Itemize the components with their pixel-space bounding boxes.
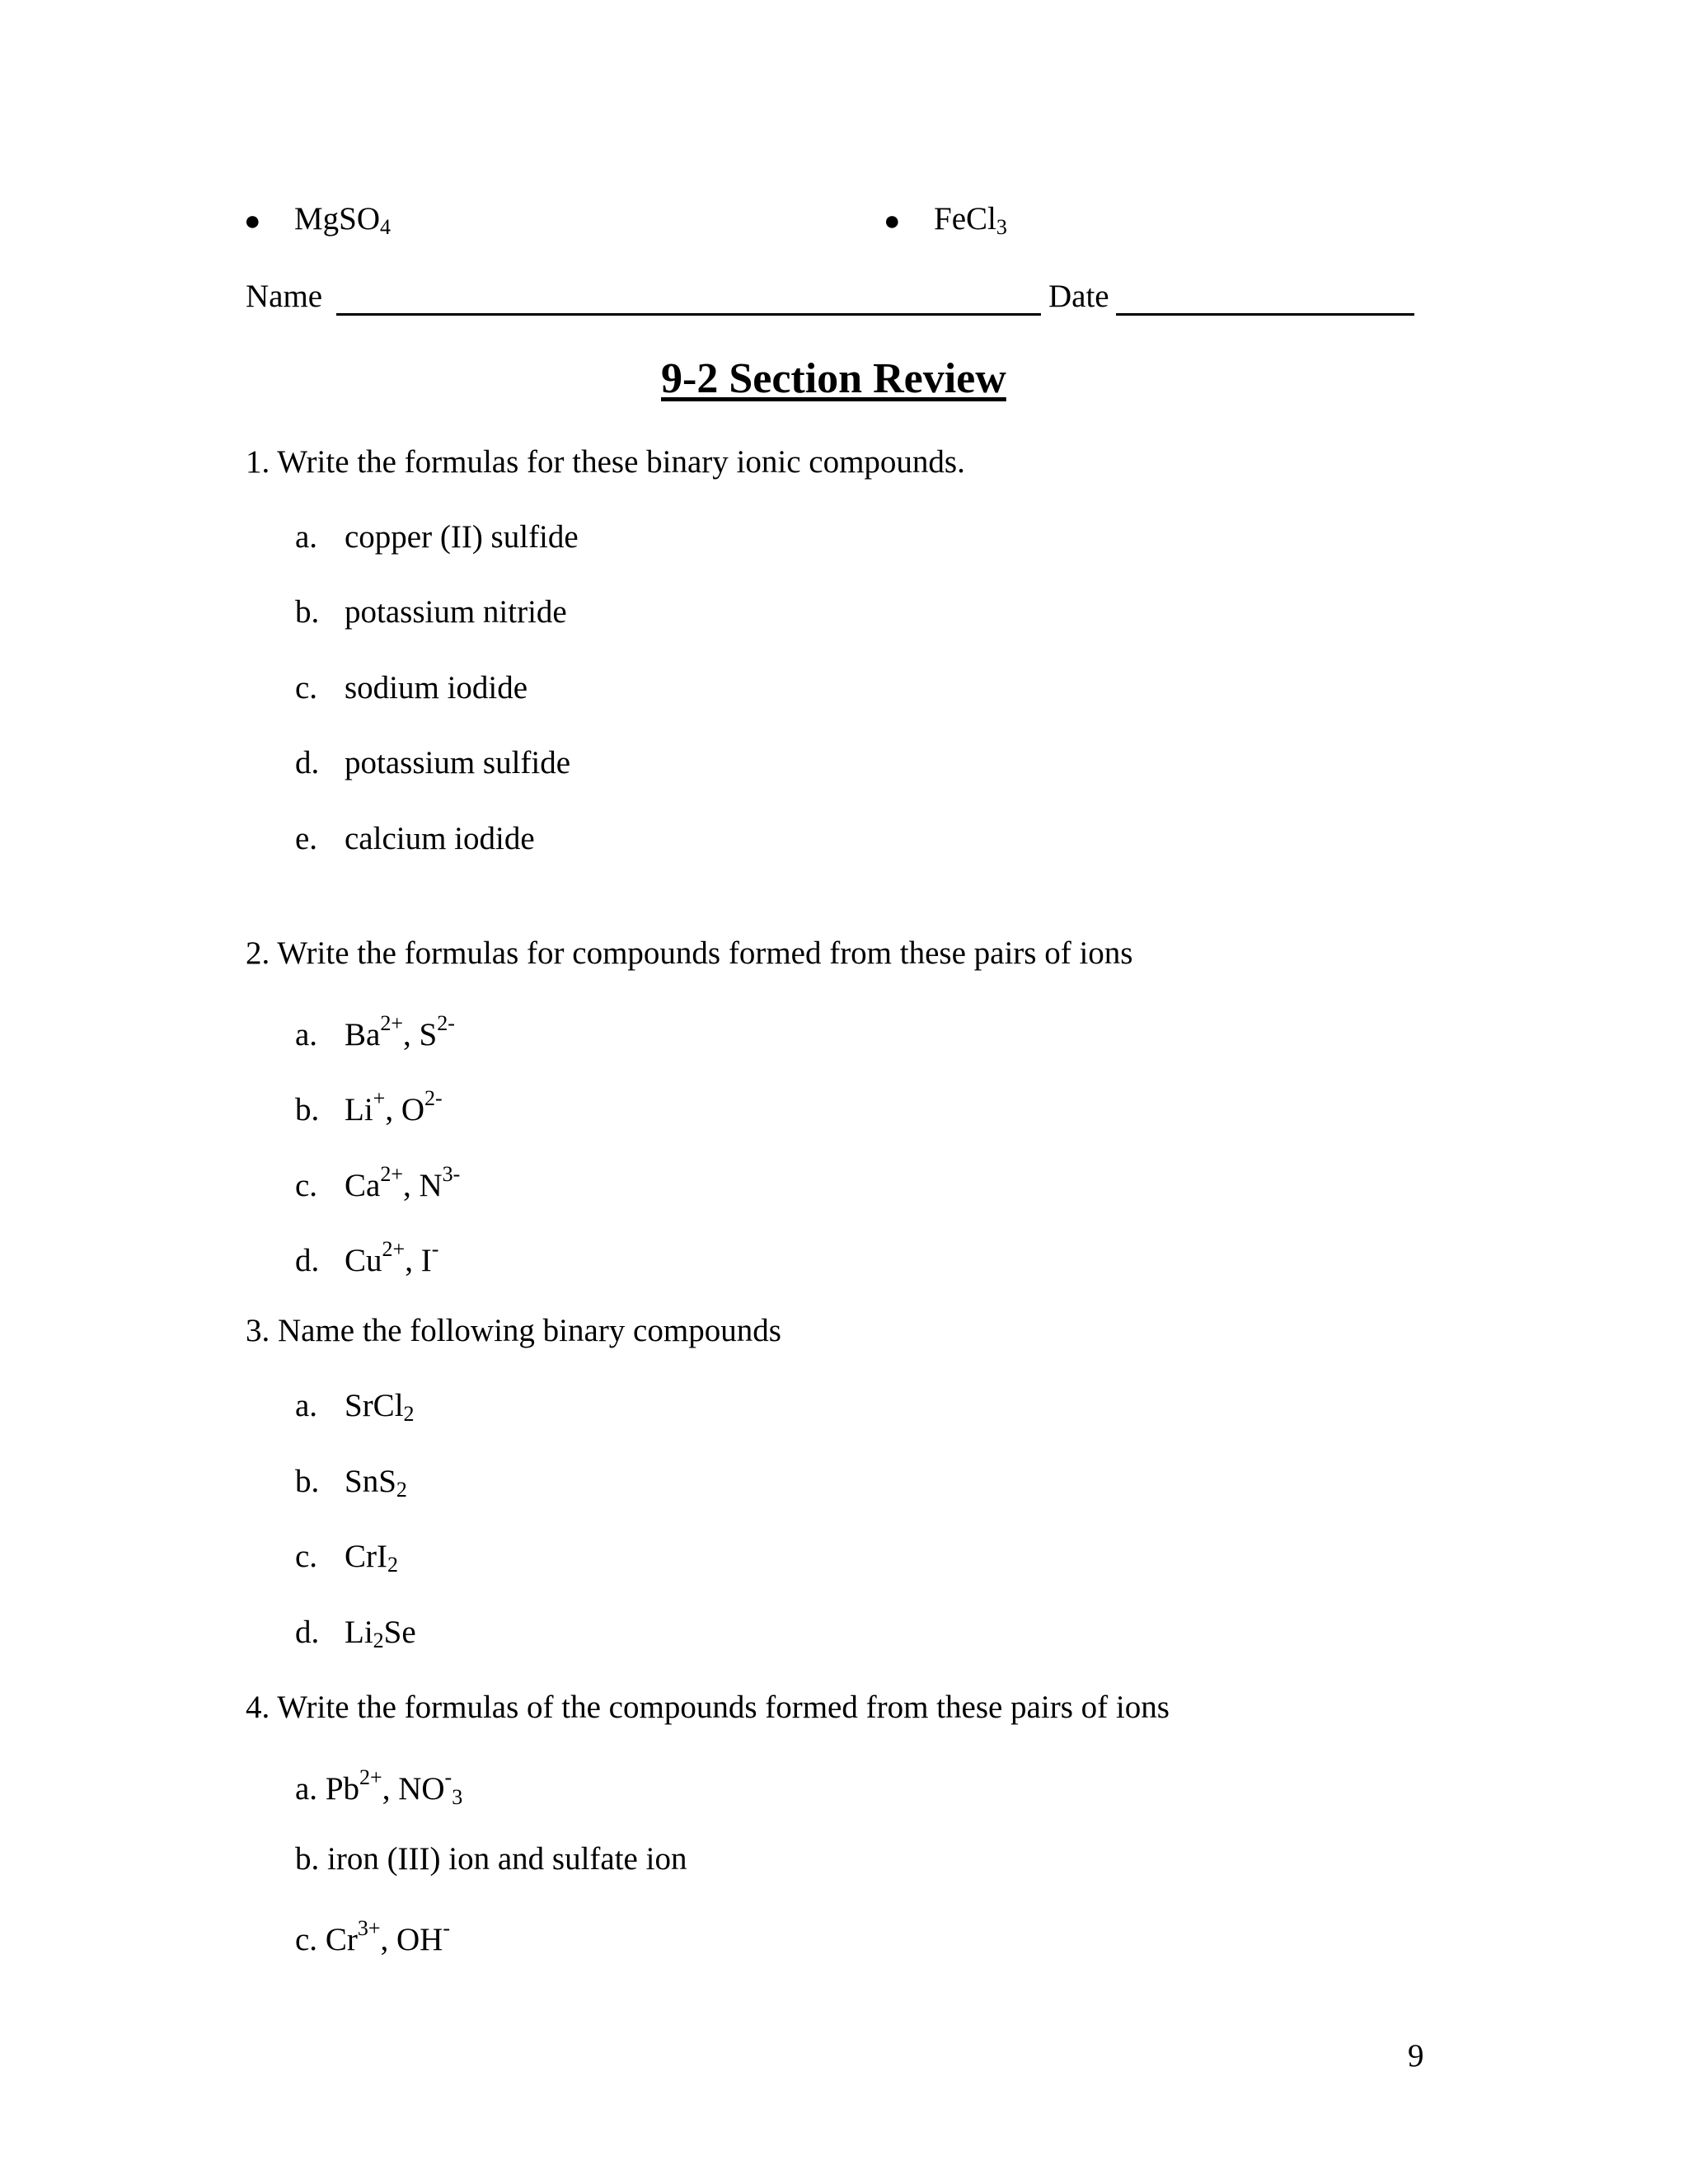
list-item: b. potassium nitride (295, 594, 567, 630)
date-field-line[interactable] (1116, 313, 1414, 316)
list-item: d. Li2Se (295, 1615, 416, 1652)
bullet-dot: ● (884, 206, 901, 237)
list-item: c. Ca2+, N3- (295, 1162, 461, 1203)
formula-mgso4: MgSO4 (294, 201, 392, 239)
page-title: 9-2 Section Review (661, 355, 1006, 402)
name-label: Name (246, 279, 323, 314)
list-item: c. CrI2 (295, 1539, 398, 1577)
list-item: e. calcium iodide (295, 821, 535, 856)
list-item: a. copper (II) sulfide (295, 519, 579, 555)
list-item: d. Cu2+, I- (295, 1237, 439, 1278)
list-item: a. Ba2+, S2- (295, 1011, 455, 1052)
list-item: d. potassium sulfide (295, 745, 571, 780)
bullet-dot: ● (244, 206, 261, 237)
page-number: 9 (1408, 2038, 1424, 2074)
list-item: c. Cr3+, OH- (295, 1916, 450, 1957)
list-item: b. SnS2 (295, 1464, 407, 1502)
date-label: Date (1048, 279, 1109, 314)
question-3-prompt: 3. Name the following binary compounds (246, 1313, 781, 1348)
formula-fecl3: FeCl3 (934, 201, 1007, 239)
question-2-prompt: 2. Write the formulas for compounds formed from these pairs of ions (246, 935, 1133, 971)
list-item: a. Pb2+, NO-3 (295, 1765, 463, 1809)
question-4-prompt: 4. Write the formulas of the compounds formed from these pairs of ions (246, 1690, 1170, 1725)
list-item: b. Li+, O2- (295, 1086, 443, 1127)
name-field-line[interactable] (336, 313, 1041, 316)
list-item: c. sodium iodide (295, 670, 528, 705)
question-1-prompt: 1. Write the formulas for these binary ionic compounds. (246, 444, 965, 480)
list-item: b. iron (III) ion and sulfate ion (295, 1841, 687, 1877)
list-item: a. SrCl2 (295, 1388, 415, 1426)
